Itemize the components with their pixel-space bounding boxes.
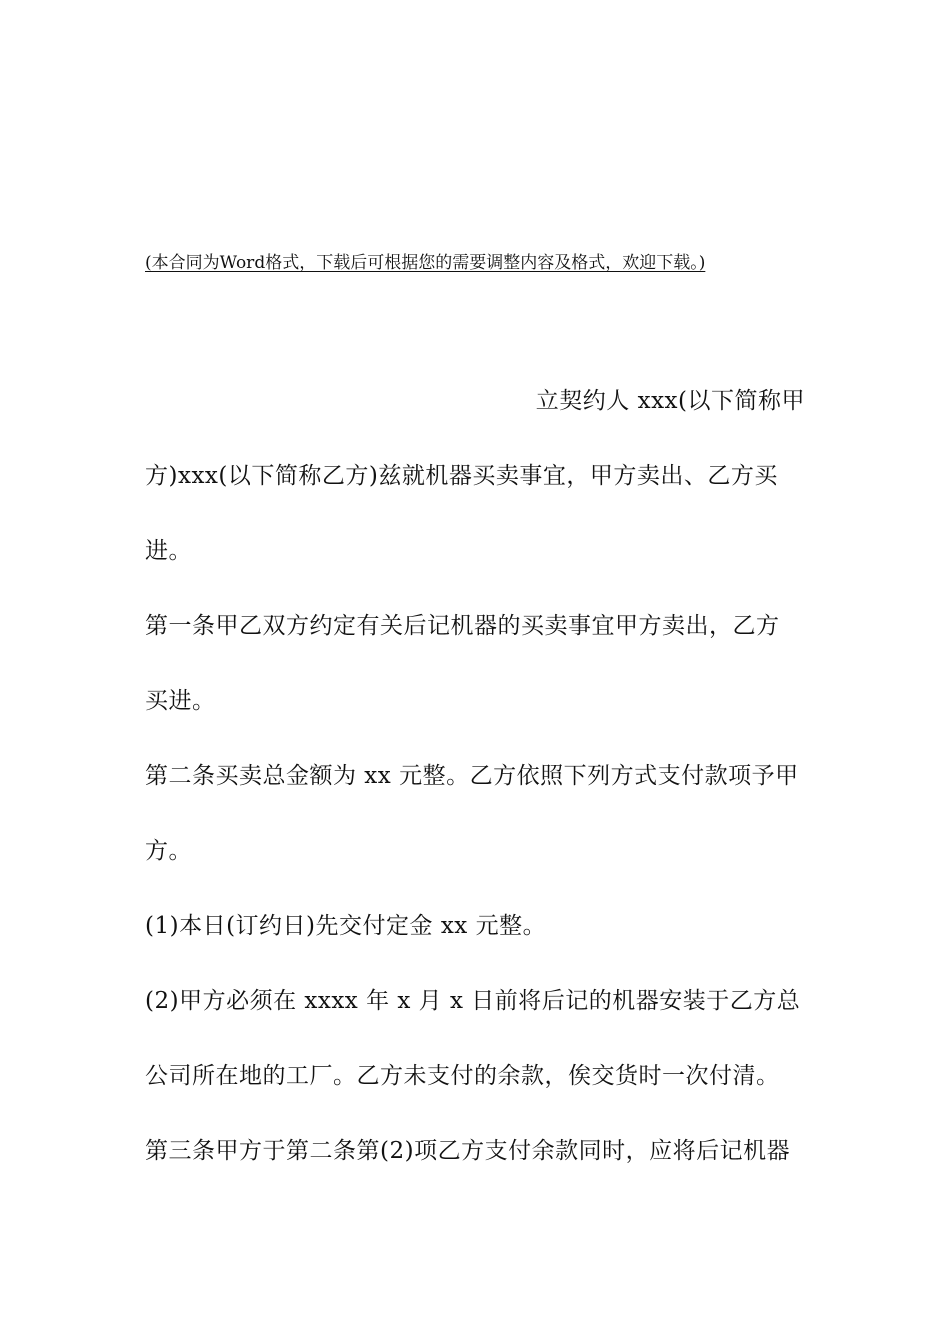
article-2-item-2-line-2: 公司所在地的工厂。乙方未支付的余款，俟交货时一次付清。 xyxy=(145,1063,780,1089)
article-1-line-1: 第一条甲乙双方约定有关后记机器的买卖事宜甲方卖出，乙方 xyxy=(145,613,780,639)
article-3-line-1: 第三条甲方于第二条第(2)项乙方支付余款同时，应将后记机器 xyxy=(145,1138,791,1164)
article-2-line-1: 第二条买卖总金额为 xx 元整。乙方依照下列方式支付款项予甲 xyxy=(145,763,799,789)
article-2-line-2: 方。 xyxy=(145,838,192,864)
contract-line-3: 进。 xyxy=(145,538,192,564)
contract-line-2: 方)xxx(以下简称乙方)兹就机器买卖事宜，甲方卖出、乙方买 xyxy=(145,463,778,489)
article-2-item-1: (1)本日(订约日)先交付定金 xx 元整。 xyxy=(145,913,547,939)
article-1-line-2: 买进。 xyxy=(145,688,216,714)
article-2-item-2-line-1: (2)甲方必须在 xxxx 年 x 月 x 日前将后记的机器安装于乙方总 xyxy=(145,988,801,1014)
contract-line-1: 立契约人 xxx(以下简称甲 xyxy=(535,388,805,414)
format-notice: (本合同为Word格式，下载后可根据您的需要调整内容及格式，欢迎下载。) xyxy=(145,253,706,273)
